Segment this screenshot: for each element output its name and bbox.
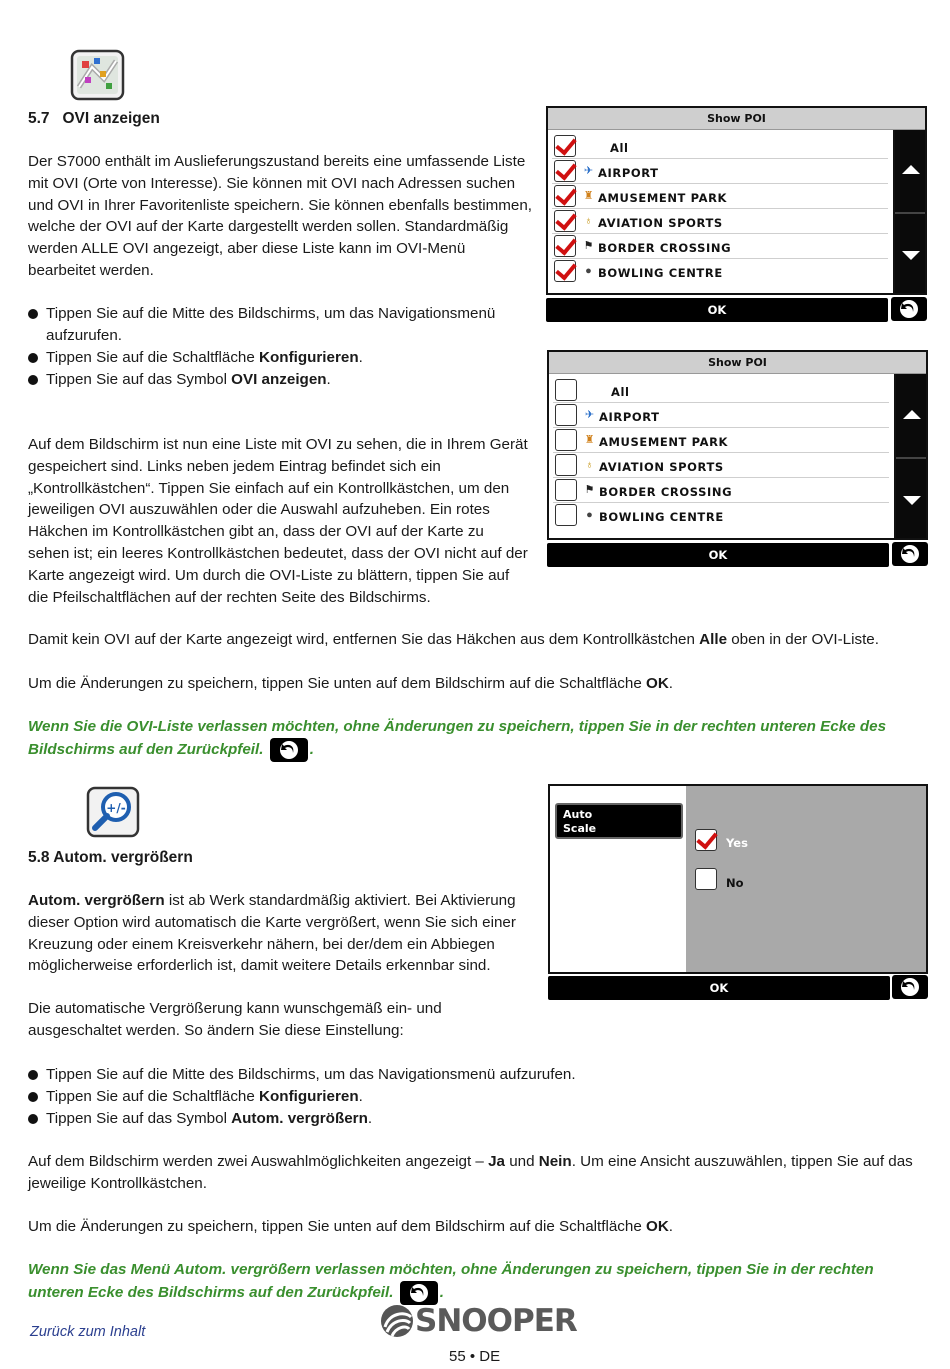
amusement-park-icon: ♜ [583,190,594,202]
checkbox[interactable] [555,404,577,426]
save-paragraph-5-7: Um die Änderungen zu speichern, tippen Sie unten auf dem Bildschirm auf die Schaltfläche OK. [28,675,674,692]
autoscale-paragraph-2: Die automatische Vergrößerung kann wunschgemäß ein- und ausgeschaltet werden. So ändern Sie diese Einstellung: [28,1000,442,1039]
poi-row-amusement-park[interactable]: ♜ AMUSEMENT PARK [553,428,889,453]
save-paragraph-5-8: Um die Änderungen zu speichern, tippen Sie unten auf dem Bildschirm auf die Schaltfläche OK. [28,1218,674,1235]
no-checkbox[interactable] [695,868,717,890]
airport-icon: ✈ [584,409,595,421]
snooper-logo: SNOOPER [379,1302,579,1340]
poi-row-border-crossing[interactable]: ⚑ BORDER CROSSING [553,478,889,503]
back-arrow-icon [900,977,920,997]
bullet-2: Tippen Sie auf die Schaltfläche Konfigurieren. [28,347,568,369]
list-explanation-paragraph: Auf dem Bildschirm ist nun eine Liste mit OVI zu sehen, die in Ihrem Gerät gespeichert sind. Links neben jedem Eintrag befindet sich ein „Kontrollkästchen“. Tippen Sie einfach auf ein Kontrollkästchen, um den jeweiligen OVI auszuwählen oder die Auswahl aufzuheben. Ein rotes Häkchen im Kontrollkästchen gibt an, dass der OVI auf der Karte zu sehen ist; ein leeres Kontrollkästchen bedeutet, dass der OVI nicht auf der Karte angezeigt wird. Um durch die OVI-Liste zu blättern, tippen Sie auf die Pfeilschaltflächen auf der rechten Seite des Bildschirms. [28,436,528,606]
scroll-up-arrow-icon[interactable] [903,410,921,419]
auto-scale-tab[interactable]: Auto Scale [555,803,683,839]
svg-text:+/-: +/- [106,801,126,815]
screen-title: Show POI [549,352,926,374]
balloon-icon: ♁ [585,459,594,471]
bowling-icon: ● [586,509,593,521]
back-button[interactable] [892,975,928,999]
poi-row-airport[interactable]: ✈ AIRPORT [552,159,888,184]
checkbox[interactable] [555,454,577,476]
poi-list [548,130,894,293]
poi-row-all[interactable]: All [553,378,889,403]
poi-row-all[interactable]: All [552,134,888,159]
options-paragraph: Auf dem Bildschirm werden zwei Auswahlmöglichkeiten angezeigt – Ja und Nein. Um eine Ansicht auszuwählen, tippen Sie auf das jeweilige Kontrollkästchen. [28,1153,913,1192]
poi-row-bowling-centre[interactable]: ● BOWLING CENTRE [553,503,889,528]
airport-icon: ✈ [583,165,594,177]
poi-row-aviation-sports[interactable]: ♁ AVIATION SPORTS [552,209,888,234]
checkbox[interactable] [554,135,576,157]
poi-map-icon [70,49,125,101]
bullet-3: Tippen Sie auf das Symbol OVI anzeigen. [28,369,568,391]
checkbox[interactable] [554,235,576,257]
autoscale-zoom-icon [86,786,140,838]
balloon-icon: ♁ [584,215,593,227]
autoscale-paragraph-1: Autom. vergrößern ist ab Werk standardmäßig aktiviert. Bei Aktivierung dieser Option wird automatisch die Karte vergrößert, wenn Sie sich einer Kreuzung oder einem Kreisverkehr nähern, bei der/dem ein Abbiegen möglicherweise erforderlich ist, damit weitere Details erkennbar sind. [28,892,516,975]
scrollbar[interactable] [894,374,926,538]
screen-title: Show POI [548,108,925,130]
section-heading-5-7: 5.7 OVI anzeigen [28,110,160,127]
back-arrow-icon [900,544,920,564]
back-button[interactable] [892,542,928,566]
snooper-swirl-icon [379,1303,415,1339]
ok-button[interactable]: OK [548,976,890,1000]
show-poi-screen-unchecked [547,350,928,540]
poi-row-airport[interactable]: ✈ AIRPORT [553,403,889,428]
checkbox[interactable] [554,210,576,232]
back-arrow-icon [270,738,308,762]
checkbox[interactable] [555,479,577,501]
poi-row-bowling-centre[interactable]: ● BOWLING CENTRE [552,259,888,284]
bullet-1: Tippen Sie auf die Mitte des Bildschirms, um das Navigationsmenü aufzurufen. [28,303,518,347]
ok-button[interactable]: OK [547,543,889,567]
flag-icon: ⚑ [583,240,594,252]
checkbox[interactable] [555,429,577,451]
bullet-1: Tippen Sie auf die Mitte des Bildschirms, um das Navigationsmenü aufzurufen. [28,1064,728,1086]
back-to-contents-link[interactable]: Zurück zum Inhalt [30,1324,146,1340]
checkbox[interactable] [554,185,576,207]
scrollbar[interactable] [893,130,925,293]
poi-row-border-crossing[interactable]: ⚑ BORDER CROSSING [552,234,888,259]
bullet-3: Tippen Sie auf das Symbol Autom. vergrößern. [28,1108,568,1130]
exit-note-5-8: Wenn Sie das Menü Autom. vergrößern verlassen möchten, ohne Änderungen zu speichern, tippen Sie in der rechten unteren Ecke des Bildschirms auf den Zurückpfeil. . [28,1259,908,1305]
no-label: No [726,876,744,890]
scroll-down-arrow-icon[interactable] [903,496,921,505]
checkbox[interactable] [554,160,576,182]
auto-scale-screen [548,784,928,974]
checkbox[interactable] [554,260,576,282]
bowling-icon: ● [585,265,592,277]
amusement-park-icon: ♜ [584,434,595,446]
poi-list [549,374,895,538]
poi-row-aviation-sports[interactable]: ♁ AVIATION SPORTS [553,453,889,478]
bullet-2: Tippen Sie auf die Schaltfläche Konfigurieren. [28,1086,568,1108]
show-poi-screen-checked [546,106,927,295]
intro-paragraph: Der S7000 enthält im Auslieferungszustand bereits eine umfassende Liste mit OVI (Orte von Interesse). Sie können mit OVI nach Adressen suchen und OVI in Ihrer Favoritenliste speichern. Sie können ebenfalls bestimmen, welche der OVI auf der Karte dargestellt werden sollen. Standardmäßig werden ALLE OVI angezeigt, aber diese Liste kann im OVI-Menü bearbeitet werden. [28,153,532,279]
exit-note-5-7: Wenn Sie die OVI-Liste verlassen möchten, ohne Änderungen zu speichern, tippen Sie in der rechten unteren Ecke des Bildschirms auf den Zurückpfeil. . [28,716,928,762]
checkbox[interactable] [555,379,577,401]
yes-label: Yes [726,836,748,850]
poi-row-amusement-park[interactable]: ♜ AMUSEMENT PARK [552,184,888,209]
yes-checkbox[interactable] [695,829,717,851]
section-heading-5-8: 5.8 Autom. vergrößern [28,849,193,866]
scroll-up-arrow-icon[interactable] [902,165,920,174]
ok-button[interactable]: OK [546,298,888,322]
back-arrow-icon [899,299,919,319]
scroll-down-arrow-icon[interactable] [902,251,920,260]
back-button[interactable] [891,297,927,321]
flag-icon: ⚑ [584,484,595,496]
remove-all-paragraph: Damit kein OVI auf der Karte angezeigt wird, entfernen Sie das Häkchen aus dem Kontrollkästchen Alle oben in der OVI-Liste. [28,631,879,648]
page-number: 55 • DE [449,1348,501,1365]
checkbox[interactable] [555,504,577,526]
